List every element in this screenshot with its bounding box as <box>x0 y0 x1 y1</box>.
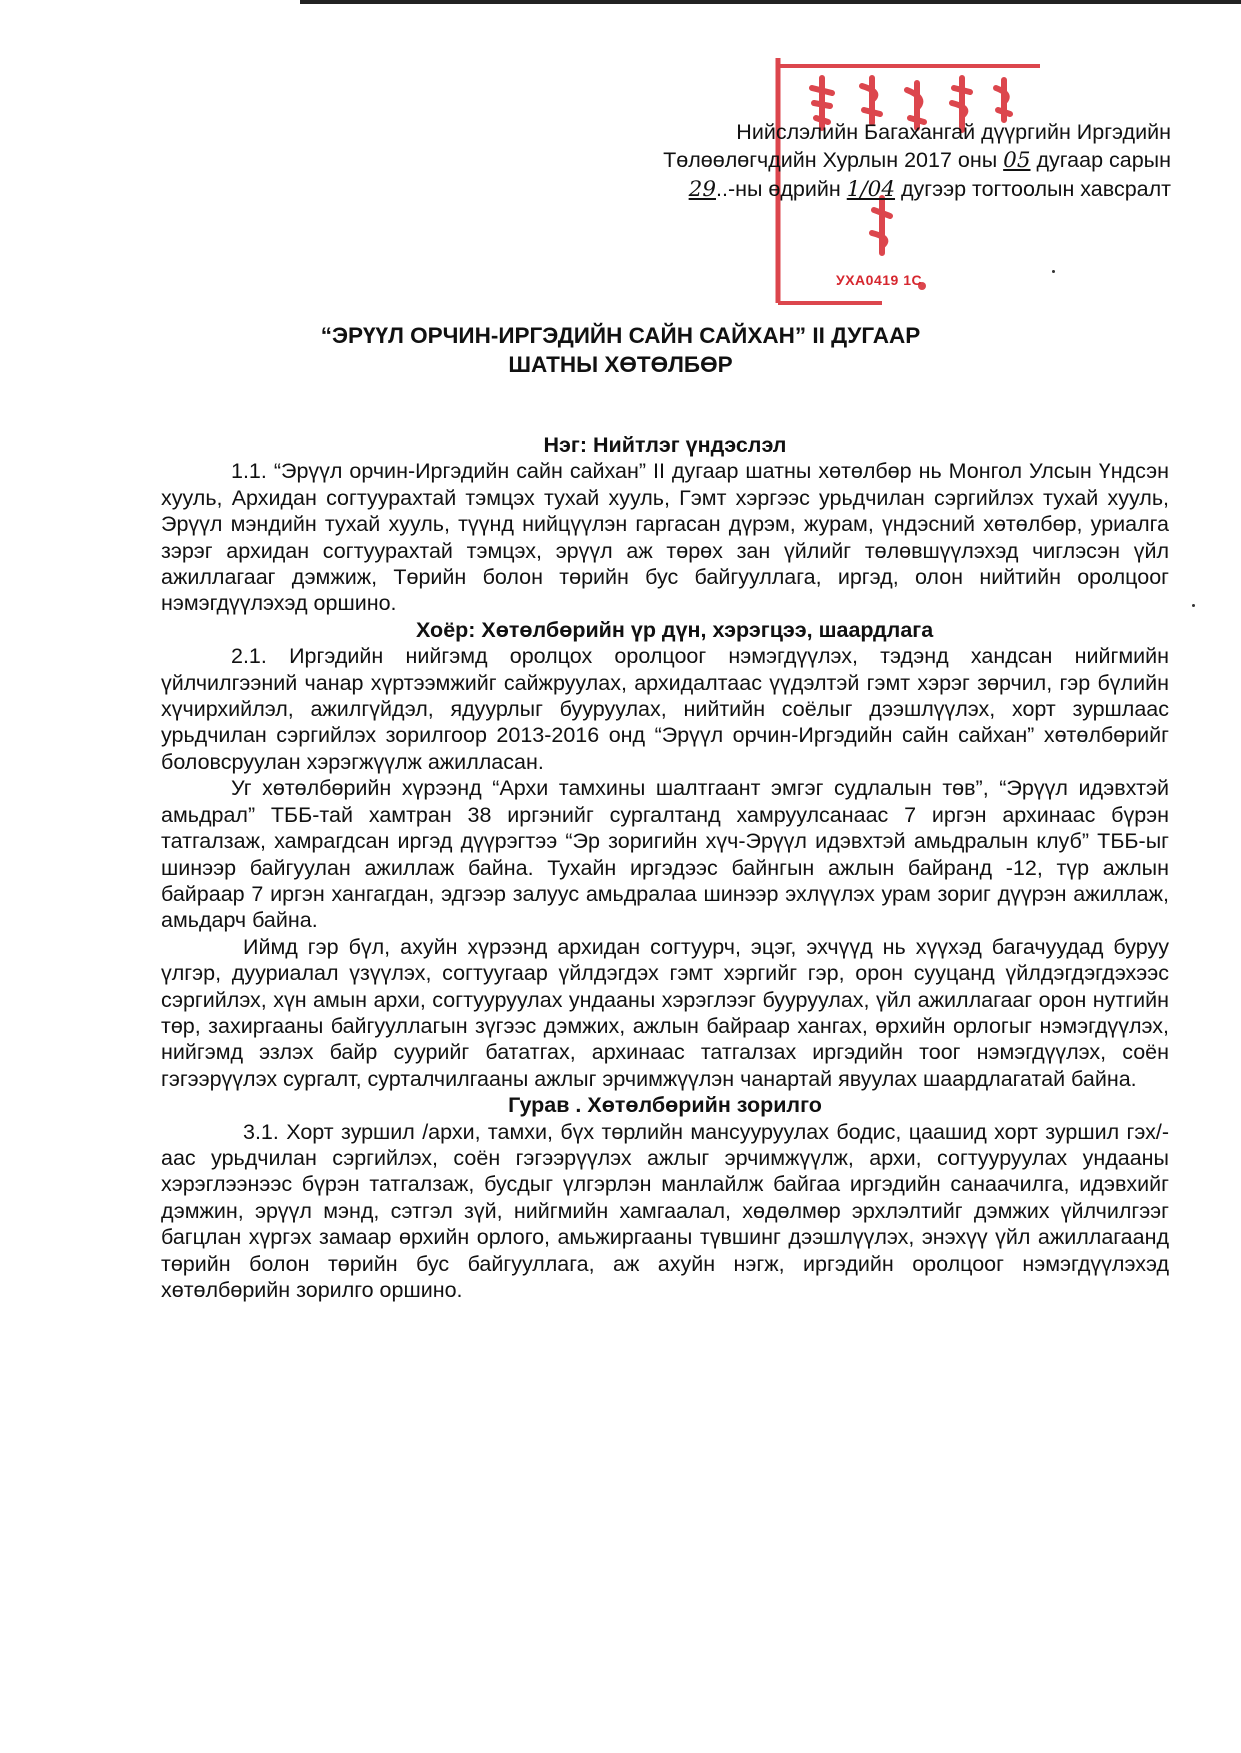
annex-line-2-text: Төлөөлөгчдийн Хурлын 2017 оны <box>663 148 1004 172</box>
document-body <box>161 432 1169 1303</box>
title-line-1: “ЭРҮҮЛ ОРЧИН-ИРГЭДИЙН САЙН САЙХАН” II ДУГААР <box>320 323 921 348</box>
scan-speck <box>1052 270 1055 273</box>
title-line-2: ШАТНЫ ХӨТӨЛБӨР <box>508 352 733 377</box>
annex-line-3 <box>471 175 1171 204</box>
annex-line-1: Нийслэлийн Багахангай дүүргийн Иргэдийн <box>736 120 1171 144</box>
section-3-heading: Гурав . Хөтөлбөрийн зорилго <box>508 1093 822 1118</box>
section-2-paragraph-2: Уг хөтөлбөрийн хүрээнд “Архи тамхины шалтгаант эмгэг судлалын төв”, “Эрүүл идэвхтэй амьдрал” ТББ-тай хамтран 38 иргэнийг сургалтанд хамруулсанаас 7 иргэн архинаас бүрэн татгалзаж, хамрагдсан иргэд дүүрэгтээ “Эр зоригийн хүч-Эрүүл идэвхтэй амьдралын клуб” ТББ-ыг шинээр байгуулан ажиллаж байна. Тухайн иргэдээс байнгын ажлын байранд -12, түр ажлын байраар 7 иргэн хангагдан, эдгээр залуус амьдралаа шинээр эхлүүлэх урам зориг дүүрэн ажиллаж, амьдарч байна. <box>161 776 1169 933</box>
section-1-heading: Нэг: Нийтлэг үндэслэл <box>543 433 787 457</box>
script-column-2 <box>862 78 880 123</box>
annex-line-3-end: дугээр тогтоолын хавсралт <box>895 177 1171 201</box>
document-title <box>160 321 1081 379</box>
annex-resolution-number-handwritten: 1/04 <box>846 177 896 202</box>
annex-month-handwritten: 05 <box>1003 148 1031 173</box>
section-3-paragraph-1: 3.1. Хорт зуршил /архи, тамхи, бүх төрлийн мансууруулах бодис, цаашид хорт зуршил гэх/-аас урьдчилан сэргийлэх, соён гэгээрүүлэх ажлыг эрчимжүүлж, архи, согтууруулах ундааны хэрэглээнээс бүрэн татгалзаж, бусдыг үлгэрлэн манлайлж байгаа иргэдийн санаачилга, идэвхийг дэмжин, эрүүл мэнд, сэтгэл зүй, нийгмийн хамгаалал, хөдөлмөр эрхлэлтийг дэмжих үйлчилгээг багцлан хүргэх замаар өрхийн орлого, амьжиргааны түвшинг дээшлүүлэх, энэхүү үйл ажиллагаанд төрийн болон төрийн бус байгууллага, аж ахуйн нэгж, иргэдийн оролцоог нэмэгдүүлэхэд хөтөлбөрийн зорилго оршино. <box>161 1119 1169 1302</box>
script-column-5 <box>996 80 1010 120</box>
section-2-heading: Хоёр: Хөтөлбөрийн үр дүн, хэрэгцээ, шаардлага <box>416 617 934 642</box>
annex-line-2 <box>471 146 1171 175</box>
scan-speck <box>1192 604 1195 607</box>
section-1-paragraph-1: 1.1. “Эрүүл орчин-Иргэдийн сайн сайхан” II дугаар шатны хөтөлбөр нь Монгол Улсын Үндсэн хууль, Архидан согтуурахтай тэмцэх тухай хууль, Гэмт хэргээс урьдчилан сэргийлэх тухай хууль, Эрүүл мэндийн тухай хууль, түүнд нийцүүлэн гаргасан дүрэм, журам, үндэсний хөтөлбөр, уриалга зэрэг архидан согтуурахтай тэмцэх, эрүүл аж төрөх зан үйлийг төлөвшүүлэхэд чиглэсэн үйл ажиллагааг дэмжиж, Төрийн болон төрийн бус байгууллага, иргэд, олон нийтийн оролцоог нэмэгдүүлэхэд оршино. <box>161 459 1169 616</box>
annex-day-handwritten: 29 <box>688 177 716 202</box>
section-2-paragraph-1: 2.1. Иргэдийн нийгэмд оролцох оролцоог нэмэгдүүлэх, тэдэнд хандсан нийгмийн үйлчилгээний чанар хүртээмжийг сайжруулах, архидалтаас үүдэлтэй гэмт хэрэг зөрчил, гэр бүлийн хүчирхийлэл, ажилгүйдэл, ядуурлыг бууруулах, нийтийн соёлыг дээшлүүлэх, хорт зуршлаас урьдчилан сэргийлэх зорилгоор 2013-2016 онд “Эрүүл орчин-Иргэдийн сайн сайхан” хөтөлбөрийг боловсруулан хэрэгжүүлж ажилласан. <box>161 644 1169 774</box>
annex-line-2-end: дугаар сарын <box>1030 148 1171 172</box>
scan-top-edge <box>300 0 1241 4</box>
section-2-paragraph-3: Иймд гэр бүл, ахуйн хүрээнд архидан согтуурч, эцэг, эхчүүд нь хүүхэд багачуудад буруу үлгэр, дууриалал үзүүлэх, согтуугаар үйлдэгдэх гэмт хэргийг гэр, орон сууцанд үйлдэгдэгдэхээс сэргийлэх, хүн амын архи, согтууруулах ундааны хэрэглээг бууруулах, үйл ажиллагааг орон нутгийн төр, захиргааны байгууллагын зүгээс дэмжих, ажлын байраар хангах, өрхийн орлогыг нэмэгдүүлэх, нийгэмд эзлэх байр суурийг бататгах, архинаас татгалзах иргэдийн тоог нэмэгдүүлэх, соён гэгээрүүлэх сургалт, сурталчилгааны ажлыг эрчимжүүлэн чанартай явуулах шаардлагатай байна. <box>161 934 1169 1091</box>
stamp-code: УХА0419 1С <box>836 272 923 288</box>
script-column-6 <box>872 198 890 253</box>
annex-line-3-mid: ..-ны өдрийн <box>716 177 847 201</box>
annex-reference <box>471 118 1171 204</box>
